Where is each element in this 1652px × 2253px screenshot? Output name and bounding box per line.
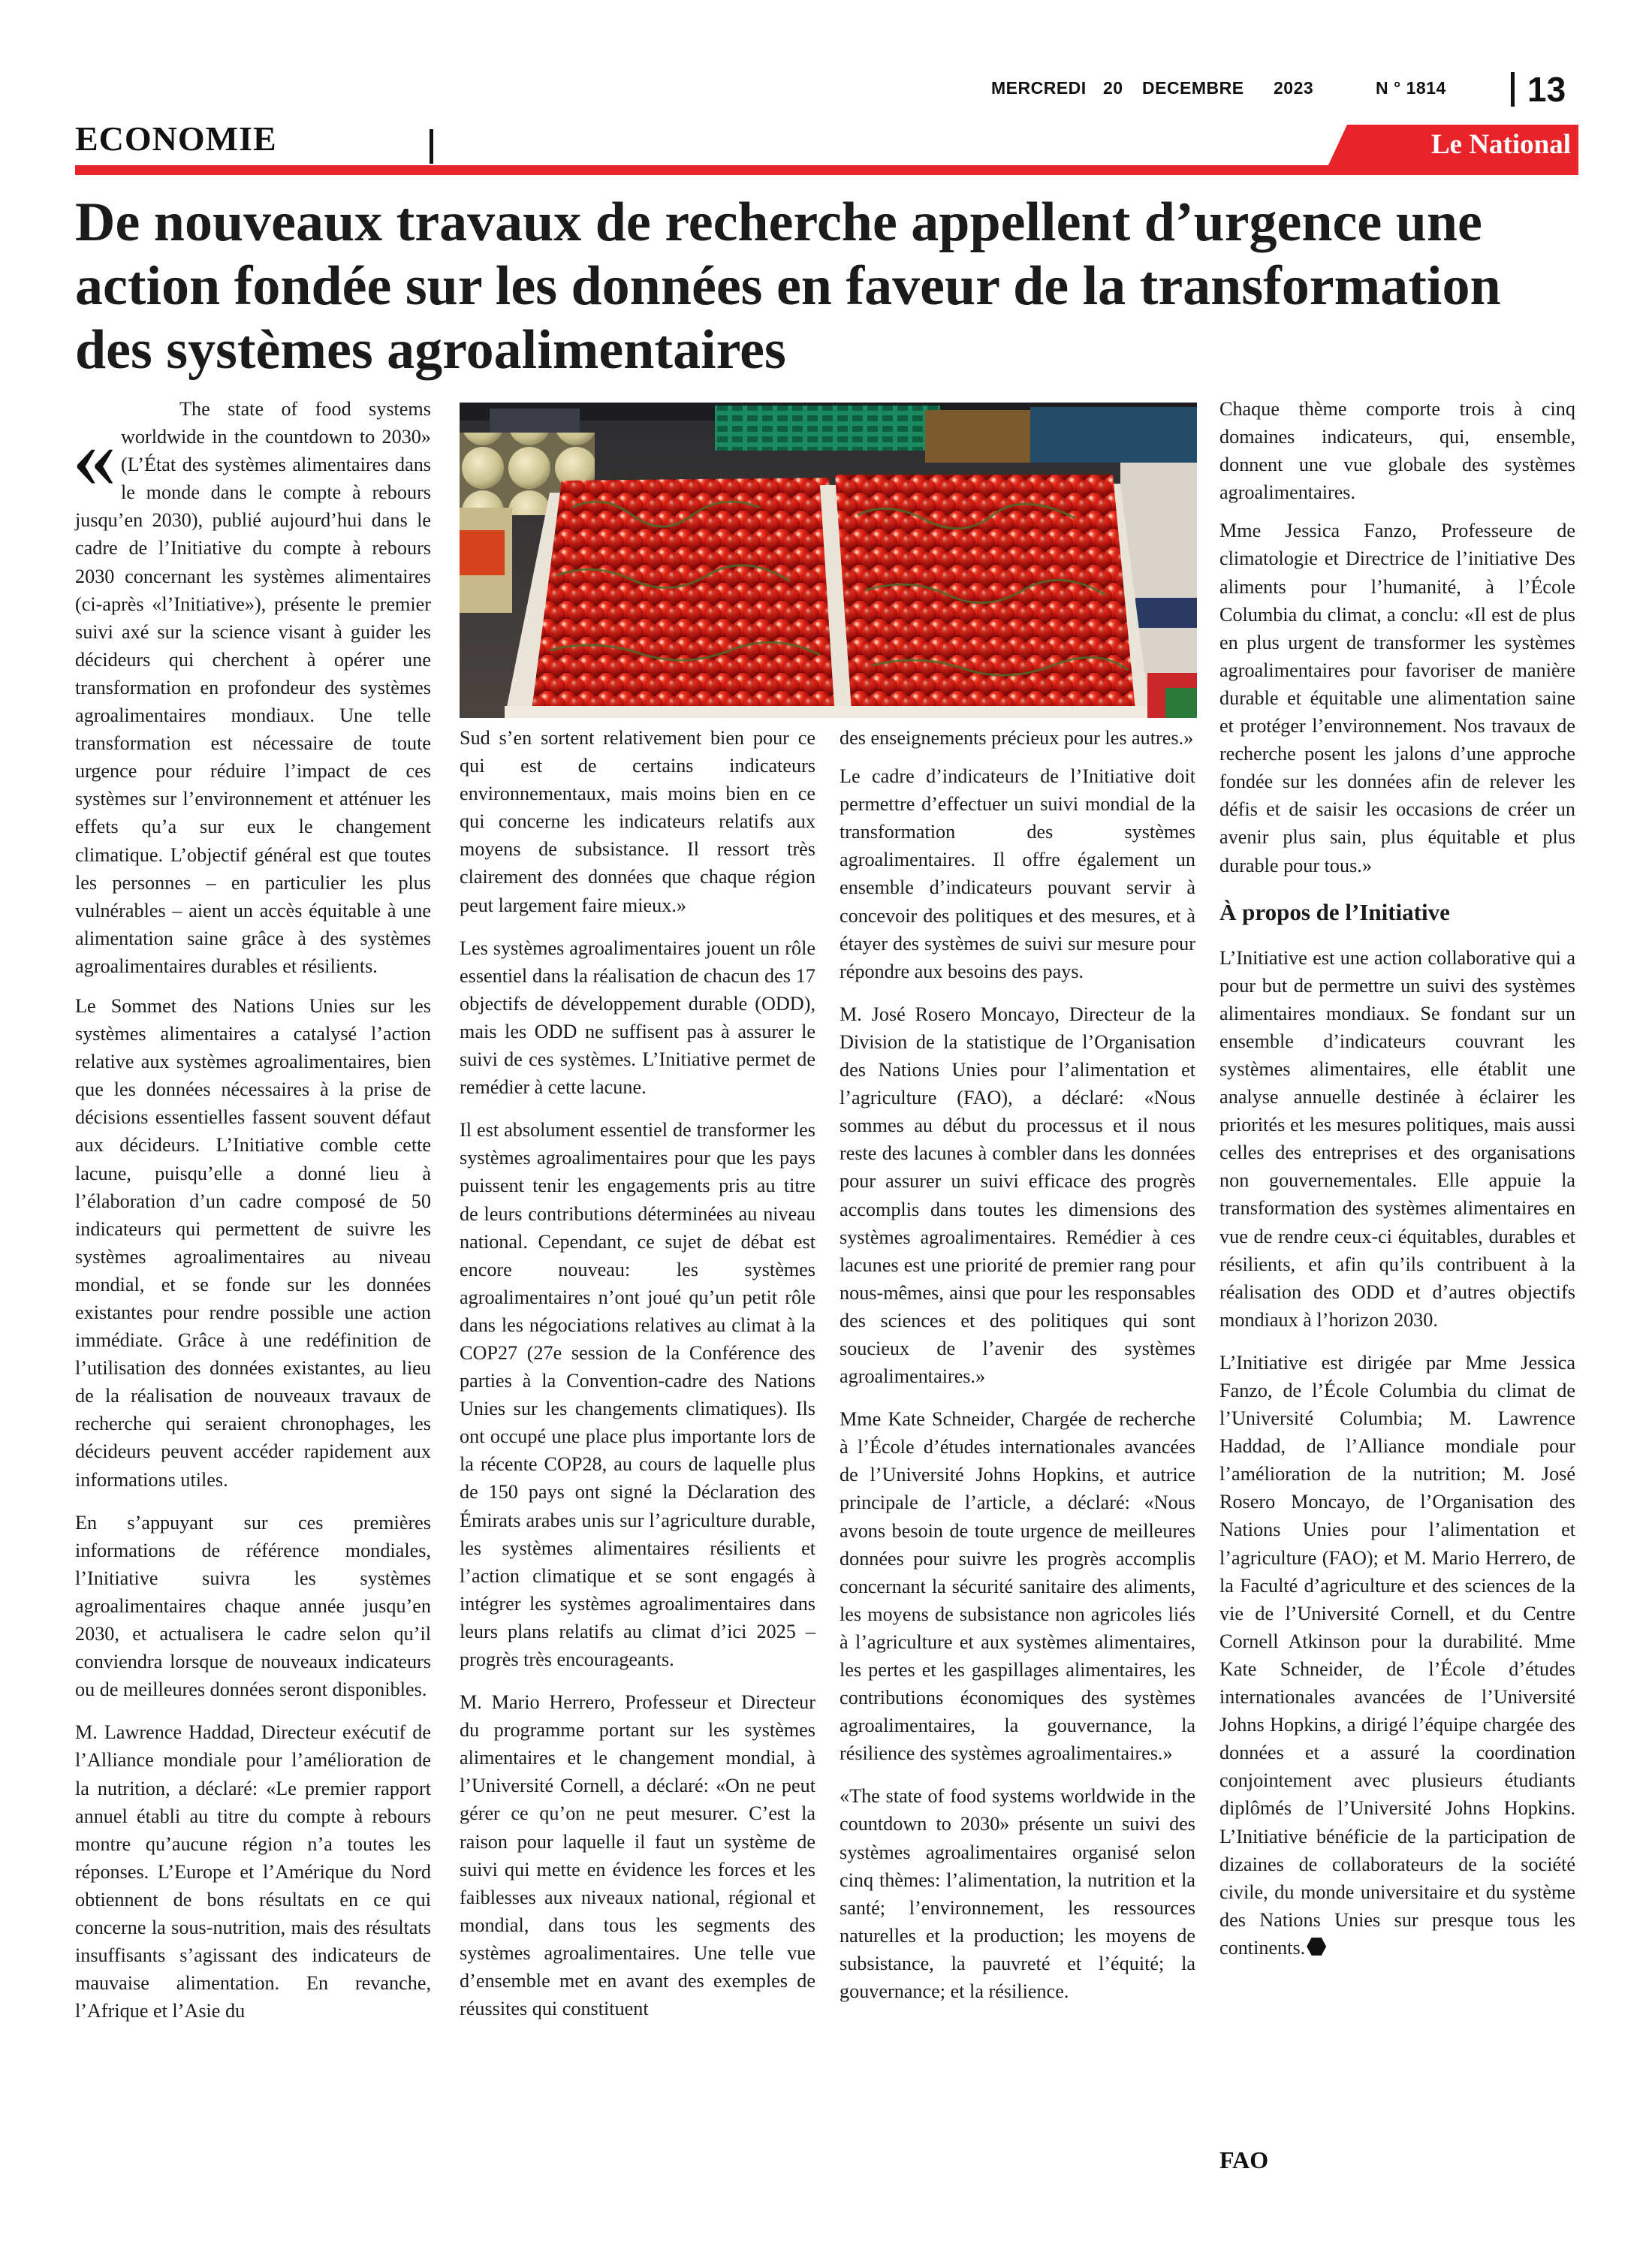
issue-meta <box>991 78 1087 98</box>
article-headline <box>75 191 1622 382</box>
section-subheading: À propos de l’Initiative <box>1219 898 1450 925</box>
hexagon-end-icon <box>1307 1938 1326 1956</box>
article-paragraph: Sud s’en sortent relativement bien pour ce qui est de certains indicateurs environnementaux, mais moins bien en ce qui concerne les indicateurs relatifs aux moyens de subsistance. Il ressort très clairement des données que chaque région peut largement faire mieux.» <box>460 727 815 916</box>
article-paragraph: Le Sommet des Nations Unies sur les systèmes alimentaires a catalysé l’action relative aux systèmes agroalimentaires, bien que les données nécessaires à la prise de décisions essentielles fassent souvent défaut aux décideurs. L’Initiative comble cette lacune, puisqu’elle a donné lieu à l’élaboration d’un cadre composé de 50 indicateurs qui permettent de suivre les systèmes agroalimentaires au niveau mondial, et se fonde sur les données existantes pour rendre possible une action immédiate. Grâce à une redéfinition de l’utilisation des données existantes, au lieu de la réalisation de nouveaux travaux de recherche qui seraient chronophages, les décideurs peuvent accéder rapidement aux informations utiles. <box>75 994 431 1491</box>
article-paragraph: des enseignements précieux pour les autres.» <box>840 727 1194 749</box>
meta-month: DECEMBRE <box>1142 78 1244 98</box>
opening-quote-mark: « <box>72 408 116 506</box>
article-paragraph: M. Mario Herrero, Professeur et Directeur du programme portant sur les systèmes alimentaires et le changement mondial, à l’Université Cornell, a déclaré: «On ne peut gérer ce qu’on ne peut mesurer. C’est la raison pour laquelle il faut un système de suivi qui mette en évidence les forces et les faiblesses aux niveaux national, régional et mondial, dans tous les segments des systèmes agroalimentaires. Une telle vue d’ensemble met en avant des exemples de réussites qui constituent <box>460 1691 815 2020</box>
page-number-divider <box>1511 72 1515 107</box>
article-paragraph: Mme Kate Schneider, Chargée de recherche à l’École d’études internationales avancées de l’Université Johns Hopkins, et autrice principale de l’article, a déclaré: «Nous avons besoin de toute urgence de meilleures données pour suivre les progrès accomplis concernant la sécurité sanitaire des aliments, les moyens de subsistance non agricoles liés à l’agriculture et aux systèmes alimentaires, les pertes et les gaspillages alimentaires, les contributions économiques des systèmes agroalimentaires, la gouvernance, la résilience des systèmes agroalimentaires.» <box>840 1408 1195 1765</box>
headline-line: De nouveaux travaux de recherche appellent d’urgence une <box>75 192 1482 253</box>
meta-day: MERCREDI <box>991 78 1087 98</box>
meta-date: 20 <box>1103 78 1123 98</box>
article-column-1 <box>72 395 431 2040</box>
headline-line: action fondée sur les données en faveur de la transformation <box>75 255 1501 317</box>
article-column-2 <box>460 724 815 2037</box>
article-paragraph: Mme Jessica Fanzo, Professeure de climatologie et Directrice de l’initiative Des aliments pour l’humanité, à l’École Columbia du climat, a conclu: «Il est de plus en plus urgent de transformer les systèmes agroalimentaires pour favoriser de manière durable et équitable une alimentation saine et protéger l’environnement. Nos travaux de recherche posent les jalons d’une approche fondée sur les données afin de relever les défis et de saisir les occasions de créer un avenir plus sain, plus équitable et plus durable pour tous.» <box>1219 520 1575 876</box>
page-number: 13 <box>1527 70 1566 109</box>
article-paragraph: L’Initiative est une action collaborative qui a pour but de permettre un suivi des systèmes alimentaires mondiaux. Se fondant sur un ensemble d’indicateurs couvrant les systèmes alimentaires, elle établit une analyse annuelle destinée à éclairer les priorités et les mesures politiques, mais aussi celles des entreprises et des organisations non gouvernementales. Elle appuie la transformation des systèmes alimentaires en vue de rendre ceux-ci équitables, durables et résilients, et afin qu’ils contribuent à la réalisation des ODD et d’autres objectifs mondiaux à l’horizon 2030. <box>1219 946 1575 1331</box>
newspaper-brand: Le National <box>1430 129 1571 160</box>
article-column-4 <box>1219 395 1575 1977</box>
closing-paragraph-text: L’Initiative est dirigée par Mme Jessica Fanzo, de l’École Columbia du climat de l’Université Columbia; M. Lawrence Haddad, de l’Alliance mondiale pour l’amélioration de la nutrition; M. José Rosero Moncayo, de l’Organisation des Nations Unies pour l’alimentation et l’agriculture (FAO); et M. Mario Herrero, de la Faculté d’agriculture et des sciences de la vie de l’Université Cornell, et du Centre Cornell Atkinson pour la durabilité. Mme Kate Schneider, de l’École d’études internationales avancées de l’Université Johns Hopkins, a dirigé l’équipe chargée des données et a assuré la coordination conjointement avec plusieurs étudiants diplômés de l’Université Johns Hopkins. L’Initiative bénéficie de la participation de dizaines de collaborateurs de la société civile, du monde universitaire et du système des Nations Unies sur presque tous les continents. <box>1219 1351 1575 1959</box>
headline-line: des systèmes agroalimentaires <box>75 319 786 381</box>
article-paragraph: Chaque thème comporte trois à cinq domaines indicateurs, qui, ensemble, donnent une vue globale des systèmes agroalimentaires. <box>1219 398 1575 504</box>
article-paragraph: M. José Rosero Moncayo, Directeur de la Division de la statistique de l’Organisation des Nations Unies pour l’alimentation et l’agriculture (FAO), a déclaré: «Nous sommes au début du processus et il nous reste des lacunes à combler dans les données pour assurer un suivi efficace des progrès accomplis dans toutes les dimensions des systèmes agroalimentaires. Remédier à ces lacunes est une priorité de premier rang pour nous-mêmes, ainsi que pour les responsables des sciences et des politiques qui sont soucieux de l’avenir des systèmes agroalimentaires.» <box>840 1003 1195 1388</box>
article-paragraph: «The state of food systems worldwide in the countdown to 2030» présente un suivi des systèmes agroalimentaires organisé selon cinq thèmes: l’alimentation, la nutrition et la santé; l’environnement, les ressources naturelles et la production; les moyens de subsistance, la pauvreté et l’équité; la gouvernance; et la résilience. <box>840 1785 1195 2003</box>
article-paragraph: Le cadre d’indicateurs de l’Initiative doit permettre d’effectuer un suivi mondial de la transformation des systèmes agroalimentaires. Il offre également un ensemble d’indicateurs pouvant servir à concevoir des politiques et des mesures, et à étayer des systèmes de suivi sur mesure pour répondre aux besoins des pays. <box>840 765 1195 982</box>
article-paragraph: En s’appuyant sur ces premières informations de référence mondiales, l’Initiative suivra les systèmes agroalimentaires chaque année jusqu’en 2030, et actualisera le cadre selon qu’il conviendra lorsque de nouveaux indicateurs ou de meilleures données seront disponibles. <box>75 1511 431 1701</box>
lead-text: The state of food systems worldwide in the countdown to 2030» (L’État des systèmes alimentaires dans le monde dans le compte à rebours jusqu’en 2030), publié aujourd’hui dans le cadre de l’Initiative du compte à rebours 2030 concernant les systèmes alimentaires (ci-après «l’Initiative»), présente le premier suivi axé sur la science visant à guider les décideurs qui cherchent à opérer une transformation en profondeur des systèmes agroalimentaires mondiaux. Une telle transformation est nécessaire de toute urgence pour réduire l’impact de ces systèmes sur l’environnement et atténuer les effets qu’a sur eux le changement climatique. L’objectif général est que toutes les personnes – en particulier les plus vulnérables – aient un accès équitable à une alimentation saine grâce à des systèmes agroalimentaires durables et résilients. <box>75 398 431 977</box>
article-column-3 <box>840 724 1195 2020</box>
market-tomatoes-photo <box>460 403 1197 718</box>
meta-issue-number: N ° 1814 <box>1376 78 1446 98</box>
article-paragraph: Il est absolument essentiel de transformer les systèmes agroalimentaires pour que les pays puissent tenir les engagements pris au titre de leurs contributions déterminées au niveau national. Cependant, ce sujet de débat est encore nouveau: les systèmes agroalimentaires n’ont joué qu’un petit rôle dans les négociations relatives au climat à la COP27 (27e session de la Conférence des parties à la Convention-cadre des Nations Unies sur les changements climatiques). Ils ont occupé une place plus importante lors de la récente COP28, au cours de laquelle plus de 150 pays ont signé la Déclaration des Émirats arabes unis sur l’agriculture durable, les systèmes alimentaires résilients et l’action climatique et se sont engagés à intégrer les systèmes agroalimentaires dans leurs plans relatifs au climat d’ici 2025 – progrès très encourageants. <box>460 1119 815 1670</box>
article-paragraph: M. Lawrence Haddad, Directeur exécutif de l’Alliance mondiale pour l’amélioration de la nutrition, a déclaré: «Le premier rapport annuel établi au titre du compte à rebours montre qu’aucune région n’a toutes les réponses. L’Europe et l’Amérique du Nord obtiennent de bons résultats en ce qui concerne la sous-nutrition, mais des résultats insuffisants s’agissant des indicateurs de mauvaise alimentation. En revanche, l’Afrique et l’Asie du <box>75 1721 431 2022</box>
meta-year: 2023 <box>1274 78 1314 98</box>
article-paragraph: Les systèmes agroalimentaires jouent un rôle essentiel dans la réalisation de chacun des 17 objectifs de développement durable (ODD), mais les ODD ne suffisent pas à assurer le suivi de ces systèmes. L’Initiative permet de remédier à cette lacune. <box>460 936 815 1099</box>
article-paragraph <box>1219 1349 1575 1962</box>
section-title: ECONOMIE <box>75 119 277 158</box>
section-divider <box>430 129 433 164</box>
article-credit: FAO <box>1219 2146 1269 2173</box>
article-paragraph <box>72 395 431 980</box>
